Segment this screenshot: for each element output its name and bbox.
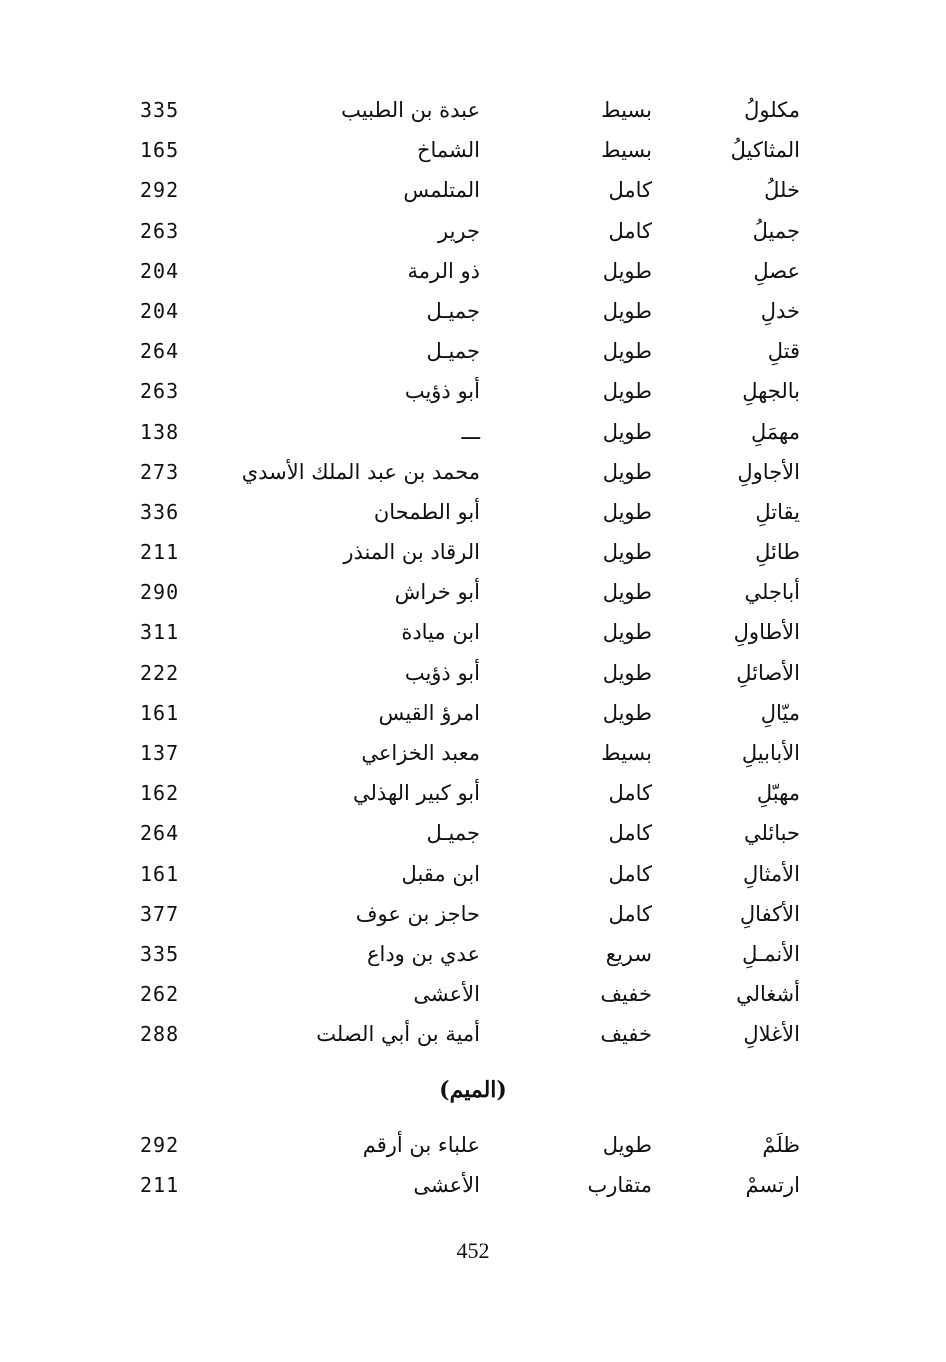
meter-cell: طويل xyxy=(602,620,652,645)
meter-cell: كامل xyxy=(608,901,652,926)
meter-cell: كامل xyxy=(608,781,652,806)
page-ref-cell: 288 xyxy=(140,1022,180,1047)
poet-cell: امرؤ القيس xyxy=(378,700,480,725)
poet-cell: ـــ xyxy=(461,419,480,444)
table-row xyxy=(0,934,946,974)
table-row xyxy=(0,532,946,572)
page-ref-cell: 211 xyxy=(140,540,180,565)
rhyme-cell: الأجاولِ xyxy=(737,459,800,484)
rhyme-cell: مهبّلِ xyxy=(756,781,800,806)
table-row xyxy=(0,572,946,612)
table-row xyxy=(0,130,946,170)
rhyme-cell: ظلَمْ xyxy=(762,1133,800,1157)
table-row xyxy=(0,854,946,894)
meter-cell: بسيط xyxy=(601,98,652,122)
meter-cell: متقارب xyxy=(587,1173,652,1198)
poet-cell: أبو ذؤيب xyxy=(404,660,480,685)
poet-cell: معبد الخزاعي xyxy=(361,741,480,765)
meter-cell: طويل xyxy=(602,459,652,484)
meter-cell: خفيف xyxy=(600,1022,652,1047)
table-row xyxy=(0,653,946,693)
meter-cell: طويل xyxy=(602,1133,652,1157)
poet-cell: ابن مقبل xyxy=(401,861,480,886)
rhyme-cell: الأكفالِ xyxy=(739,901,800,926)
meter-cell: طويل xyxy=(602,258,652,283)
poet-cell: جميـل xyxy=(426,339,480,364)
rhyme-cell: الأنمـلِ xyxy=(742,941,800,966)
poet-cell: أبو الطمحان xyxy=(373,499,480,524)
rhyme-cell: مكلولُ xyxy=(744,98,800,122)
page-ref-cell: 336 xyxy=(140,499,180,524)
page-ref-cell: 290 xyxy=(140,580,180,605)
rhyme-cell: طائلِ xyxy=(755,540,800,565)
rhyme-cell: ميّالِ xyxy=(760,700,800,725)
poet-cell: ذو الرمة xyxy=(407,258,480,283)
poet-cell: المتلمس xyxy=(403,178,480,203)
poet-cell: أبو ذؤيب xyxy=(404,379,480,404)
rhyme-cell: بالجهلِ xyxy=(742,379,800,404)
meter-cell: طويل xyxy=(602,379,652,404)
poet-cell: جرير xyxy=(438,218,480,243)
page-number: 452 xyxy=(456,1238,490,1263)
page-ref-cell: 311 xyxy=(140,620,180,645)
meter-cell: طويل xyxy=(602,700,652,725)
rhyme-cell: خللُ xyxy=(764,178,800,203)
page-ref-cell: 335 xyxy=(140,98,180,122)
rhyme-cell: جميلُ xyxy=(752,218,800,243)
poet-cell: ابن ميادة xyxy=(401,620,480,645)
index-table-mim xyxy=(0,1125,946,1205)
rhyme-cell: قتلِ xyxy=(767,339,800,364)
poet-cell: الشماخ xyxy=(416,138,480,163)
poet-cell: الأعشى xyxy=(413,982,480,1007)
rhyme-cell: الأطاولِ xyxy=(733,620,800,645)
table-row xyxy=(0,492,946,532)
page-ref-cell: 292 xyxy=(140,1133,180,1157)
table-row xyxy=(0,90,946,130)
table-row xyxy=(0,371,946,411)
table-row xyxy=(0,251,946,291)
table-row xyxy=(0,1125,946,1165)
poet-cell: عدي بن وداع xyxy=(366,941,480,966)
table-row xyxy=(0,291,946,331)
page-ref-cell: 264 xyxy=(140,339,180,364)
meter-cell: كامل xyxy=(608,821,652,846)
table-row xyxy=(0,170,946,210)
index-table-lam xyxy=(0,90,946,1055)
table-row xyxy=(0,813,946,853)
page-ref-cell: 222 xyxy=(140,660,180,685)
rhyme-cell: خدلِ xyxy=(760,298,800,323)
rhyme-cell: المثاكيلُ xyxy=(730,138,800,163)
poet-cell: علباء بن أرقم xyxy=(362,1133,480,1157)
table-row xyxy=(0,452,946,492)
page-ref-cell: 292 xyxy=(140,178,180,203)
poet-cell: محمد بن عبد الملك الأسدي xyxy=(241,459,480,484)
page-ref-cell: 211 xyxy=(140,1173,180,1198)
rhyme-cell: مهمَلِ xyxy=(751,419,800,444)
page-ref-cell: 161 xyxy=(140,700,180,725)
page-ref-cell: 377 xyxy=(140,901,180,926)
table-row xyxy=(0,331,946,371)
page-ref-cell: 137 xyxy=(140,741,180,765)
page-ref-cell: 138 xyxy=(140,419,180,444)
meter-cell: خفيف xyxy=(600,982,652,1007)
meter-cell: بسيط xyxy=(601,741,652,765)
meter-cell: طويل xyxy=(602,339,652,364)
poet-cell: الرقاد بن المنذر xyxy=(343,540,480,565)
meter-cell: كامل xyxy=(608,178,652,203)
rhyme-cell: حبائلي xyxy=(743,821,800,846)
meter-cell: بسيط xyxy=(601,138,652,163)
page-ref-cell: 162 xyxy=(140,781,180,806)
page-ref-cell: 262 xyxy=(140,982,180,1007)
meter-cell: طويل xyxy=(602,540,652,565)
poet-cell: الأعشى xyxy=(413,1173,480,1198)
poet-cell: عبدة بن الطبيب xyxy=(341,98,480,122)
meter-cell: طويل xyxy=(602,298,652,323)
rhyme-cell: عصلِ xyxy=(753,258,800,283)
rhyme-cell: ارتسمْ xyxy=(745,1173,800,1198)
table-row xyxy=(0,733,946,773)
table-row xyxy=(0,974,946,1014)
table-row xyxy=(0,412,946,452)
table-row xyxy=(0,693,946,733)
poet-cell: أبو خراش xyxy=(394,580,480,605)
page-ref-cell: 273 xyxy=(140,459,180,484)
rhyme-cell: أشغالي xyxy=(736,982,800,1007)
page-ref-cell: 161 xyxy=(140,861,180,886)
table-row xyxy=(0,1165,946,1205)
rhyme-cell: الأغلالِ xyxy=(743,1022,800,1047)
table-row xyxy=(0,894,946,934)
section-heading: (الميم) xyxy=(439,1077,507,1103)
meter-cell: طويل xyxy=(602,419,652,444)
meter-cell: طويل xyxy=(602,499,652,524)
meter-cell: كامل xyxy=(608,861,652,886)
poet-cell: حاجز بن عوف xyxy=(355,901,480,926)
meter-cell: طويل xyxy=(602,660,652,685)
rhyme-cell: يقاتلِ xyxy=(755,499,800,524)
rhyme-cell: أباجلي xyxy=(744,580,800,605)
page-ref-cell: 264 xyxy=(140,821,180,846)
page-ref-cell: 335 xyxy=(140,941,180,966)
poet-cell: جميـل xyxy=(426,298,480,323)
rhyme-cell: الأبابيلِ xyxy=(741,741,800,765)
page-ref-cell: 165 xyxy=(140,138,180,163)
table-row xyxy=(0,211,946,251)
rhyme-cell: الأمثالِ xyxy=(742,861,800,886)
rhyme-cell: الأصائلِ xyxy=(736,660,800,685)
table-row xyxy=(0,612,946,652)
poet-cell: جميـل xyxy=(426,821,480,846)
table-row xyxy=(0,773,946,813)
poet-cell: أبو كبير الهذلي xyxy=(353,781,480,806)
page-ref-cell: 204 xyxy=(140,298,180,323)
page-ref-cell: 263 xyxy=(140,379,180,404)
page-ref-cell: 204 xyxy=(140,258,180,283)
meter-cell: كامل xyxy=(608,218,652,243)
table-row xyxy=(0,1014,946,1054)
poet-cell: أمية بن أبي الصلت xyxy=(316,1022,480,1047)
page-ref-cell: 263 xyxy=(140,218,180,243)
meter-cell: سريع xyxy=(605,941,652,966)
meter-cell: طويل xyxy=(602,580,652,605)
